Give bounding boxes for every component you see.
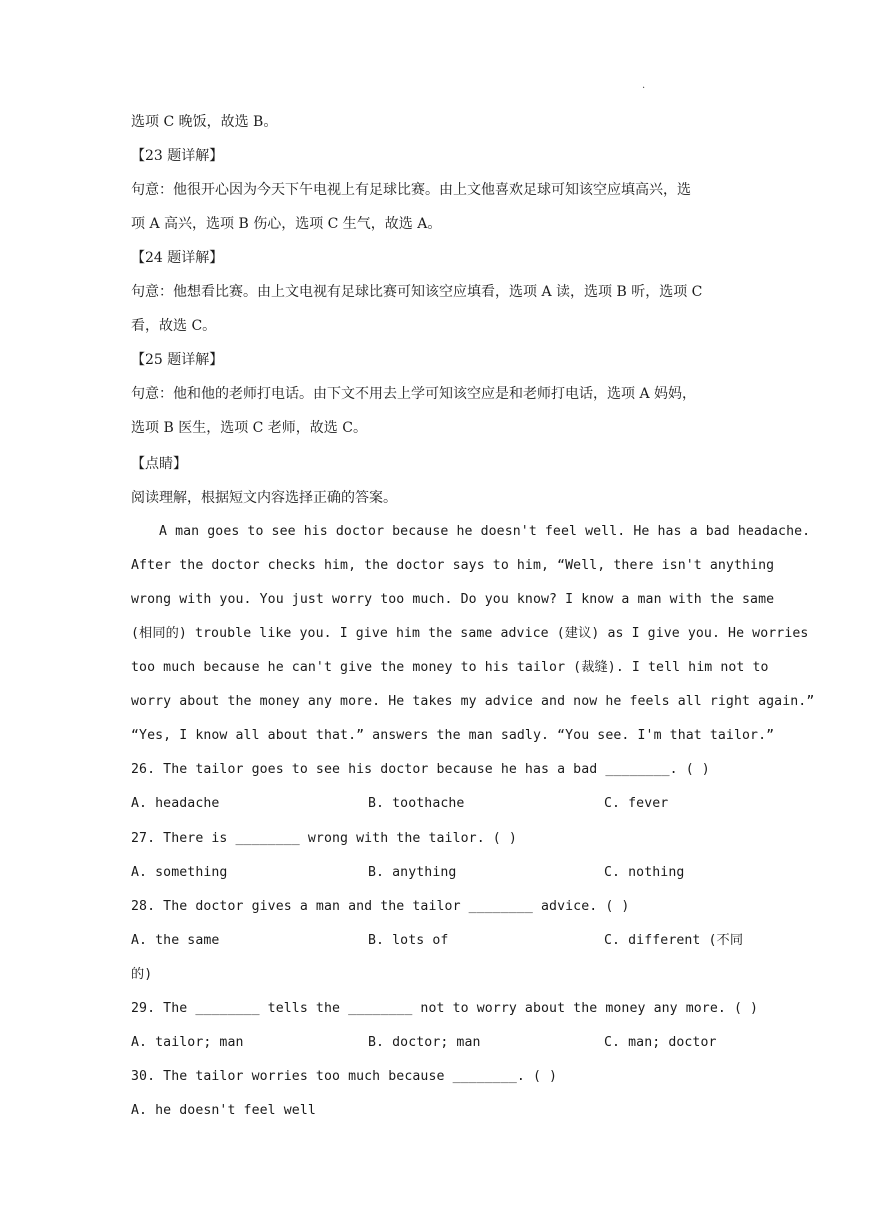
question-28-options (131, 924, 744, 958)
q24-heading: 【24 题详解】 (131, 250, 224, 266)
question-28-stem: 28. The doctor gives a man and the tailor ________ advice. ( ) (131, 899, 630, 914)
question-26-stem: 26. The tailor goes to see his doctor because he has a bad ________. ( ) (131, 762, 710, 777)
passage-line: too much because he can't give the money to his tailor (裁缝). I tell him not to (131, 660, 769, 675)
question-30-stem: 30. The tailor worries too much because ________. ( ) (131, 1069, 558, 1084)
question-28-option-continuation: 的) (131, 967, 153, 982)
question-29-stem: 29. The ________ tells the ________ not to worry about the money any more. ( ) (131, 1001, 759, 1016)
passage-line: A man goes to see his doctor because he doesn't feel well. He has a bad headache. (159, 524, 811, 539)
question-29-options (131, 1026, 741, 1060)
corner-mark: . (642, 80, 646, 91)
option-b: B. lots of (368, 933, 449, 948)
option-c: C. man; doctor (604, 1035, 717, 1050)
question-26-options (131, 787, 741, 821)
option-c: C. nothing (604, 865, 685, 880)
q25-explanation-line-1: 句意：他和他的老师打电话。由下文不用去上学可知该空应是和老师打电话，选项 A 妈妈， (131, 386, 697, 402)
passage-line: “Yes, I know all about that.” answers the man sadly. “You see. I'm that tailor.” (131, 728, 775, 743)
question-30-option-a: A. he doesn't feel well (131, 1103, 316, 1118)
question-27-stem: 27. There is ________ wrong with the tailor. ( ) (131, 831, 517, 846)
q23-explanation-line-1: 句意：他很开心因为今天下午电视上有足球比赛。由上文他喜欢足球可知该空应填高兴，选 (131, 182, 691, 198)
passage-line: After the doctor checks him, the doctor says to him, “Well, there isn't anything (131, 558, 775, 573)
q23-explanation-line-2: 项 A 高兴，选项 B 伤心，选项 C 生气，故选 A。 (131, 216, 442, 232)
option-b: B. anything (368, 865, 457, 880)
option-a: A. headache (131, 796, 220, 811)
option-a: A. something (131, 865, 228, 880)
q24-explanation-line-1: 句意：他想看比赛。由上文电视有足球比赛可知该空应填看，选项 A 读，选项 B 听，选项 C (131, 284, 703, 300)
option-c: C. different (不同 (604, 933, 744, 948)
q25-heading: 【25 题详解】 (131, 352, 224, 368)
passage-line: wrong with you. You just worry too much. Do you know? I know a man with the same (131, 592, 775, 607)
q24-explanation-line-2: 看，故选 C。 (131, 318, 217, 334)
passage-line: (相同的) trouble like you. I give him the same advice (建议) as I give you. He worries (131, 626, 809, 641)
prev-explanation-tail: 选项 C 晚饭，故选 B。 (131, 114, 278, 130)
passage-line: worry about the money any more. He takes my advice and now he feels all right again.” (131, 694, 815, 709)
tip-heading: 【点睛】 (131, 456, 187, 472)
option-c: C. fever (604, 796, 669, 811)
option-b: B. toothache (368, 796, 465, 811)
q23-heading: 【23 题详解】 (131, 148, 224, 164)
question-27-options (131, 856, 741, 890)
tip-text: 阅读理解，根据短文内容选择正确的答案。 (131, 490, 397, 506)
q25-explanation-line-2: 选项 B 医生，选项 C 老师，故选 C。 (131, 420, 367, 436)
option-a: A. tailor; man (131, 1035, 244, 1050)
option-a: A. the same (131, 933, 220, 948)
option-b: B. doctor; man (368, 1035, 481, 1050)
